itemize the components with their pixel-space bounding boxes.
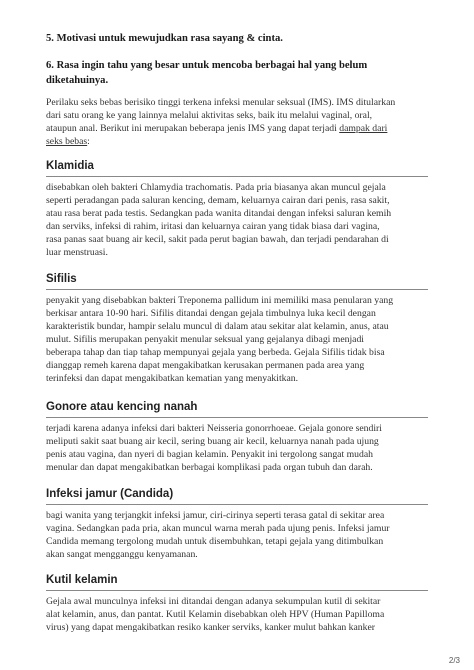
section-line: penis atau vagina, dan nyeri di bagian kelamin. Penyakit ini tergolong sangat mudah (46, 449, 373, 460)
list-item-6-line2: diketahuinya. (46, 75, 109, 86)
section-line: Gejala awal munculnya infeksi ini ditandai dengan adanya sekumpulan kutil di sekitar (46, 596, 381, 607)
section-line: beberapa tahap dan tiap tahap mempunyai gejala yang berbeda. Gejala Sifilis tidak bisa (46, 347, 385, 358)
section-line: alat kelamin, anus, dan pantat. Kutil Kelamin disebabkan oleh HPV (Human Papilloma (46, 609, 385, 620)
section-line: rasa panas saat buang air kecil, sakit pada perut bagian bawah, dan terjadi pendarahan di (46, 234, 389, 245)
intro-line-3 (46, 122, 395, 135)
intro-line-1: Perilaku seks bebas berisiko tinggi terkena infeksi menular seksual (IMS). IMS ditularkan (46, 97, 396, 108)
section-line: virus) yang dapat mengakibatkan resiko kanker serviks, kanker mulut bahkan kanker (46, 622, 376, 633)
list-item-5: 5. Motivasi untuk mewujudkan rasa sayang & cinta. (46, 33, 283, 44)
section-line: meliputi sakit saat buang air kecil, sering buang air kecil, keluarnya nanah pada ujung (46, 436, 379, 447)
section-infeksi-jamur (46, 487, 428, 561)
intro-line-4 (46, 135, 395, 148)
section-sifilis (46, 272, 428, 385)
section-line: atau rasa berat pada testis. Sedangkan pada wanita ditandai dengan infeksi saluran kemih (46, 208, 392, 219)
dampak-link-part1[interactable]: dampak dari (339, 123, 388, 134)
section-title: Kutil kelamin (46, 573, 428, 591)
section-line: seperti peradangan pada saluran kencing, demam, keluarnya cairan dari penis, rasa sakit, (46, 195, 390, 206)
page-number: 2/3 (448, 656, 460, 665)
section-line: luar menstruasi. (46, 247, 108, 258)
list-item-6-line1: 6. Rasa ingin tahu yang besar untuk mencoba berbagai hal yang belum (46, 60, 368, 71)
section-line: terjadi karena adanya infeksi dari bakteri Neisseria gonorrhoeae. Gejala gonore sendiri (46, 423, 382, 434)
section-title: Klamidia (46, 159, 428, 177)
section-line: disebabkan oleh bakteri Chlamydia trachomatis. Pada pria biasanya akan muncul gejala (46, 182, 386, 193)
section-title: Infeksi jamur (Candida) (46, 487, 428, 505)
section-kutil-kelamin (46, 573, 428, 634)
intro-line-2: dari satu orang ke yang lainnya melalui aktivitas seks, baik itu melalui vaginal, oral, (46, 110, 373, 121)
section-line: terinfeksi dan dapat mengakibatkan kematian yang menyakitkan. (46, 373, 299, 384)
section-line: karakteristik bundar, hampir selalu muncul di dalam atau sekitar alat kelamin, anus, atau (46, 321, 389, 332)
section-title: Gonore atau kencing nanah (46, 400, 428, 418)
section-title: Sifilis (46, 272, 428, 290)
section-line: berkisar antara 10-90 hari. Sifilis ditandai dengan gejala timbulnya luka kecil dengan (46, 308, 376, 319)
section-line: bagi wanita yang terjangkit infeksi jamur, ciri-cirinya seperti terasa gatal di sekitar area (46, 510, 385, 521)
intro-colon: : (87, 136, 90, 147)
section-line: dianggap remeh karena dapat mengakibatkan kerusakan permanen pada area yang (46, 360, 365, 371)
section-line: Candida memang tergolong mudah untuk disembuhkan, tetapi gejala yang ditimbulkan (46, 536, 384, 547)
section-line: dan serviks, infeksi di rahim, iritasi dan keluarnya cairan yang tidak biasa dari vagina, (46, 221, 380, 232)
dampak-link-part2[interactable]: seks bebas (46, 136, 88, 147)
section-line: vagina. Sedangkan pada pria, akan muncul warna merah pada ujung penis. Infeksi jamur (46, 523, 390, 534)
section-line: penyakit yang disebabkan bakteri Treponema pallidum ini memiliki masa penularan yang (46, 295, 394, 306)
section-line: akan sangat mengganggu kenyamanan. (46, 549, 198, 560)
intro-line-3-text: ataupun anal. Berikut ini merupakan beberapa jenis IMS yang dapat terjadi (46, 123, 337, 134)
section-gonore (46, 400, 428, 474)
list-item-6 (46, 58, 367, 88)
section-klamidia (46, 159, 428, 259)
intro-paragraph (46, 96, 395, 148)
section-line: mulut. Sifilis merupakan penyakit menular seksual yang gejalanya dibagi menjadi (46, 334, 364, 345)
section-line: menular dan dapat mengakibatkan berbagai komplikasi pada organ tubuh dan darah. (46, 462, 373, 473)
